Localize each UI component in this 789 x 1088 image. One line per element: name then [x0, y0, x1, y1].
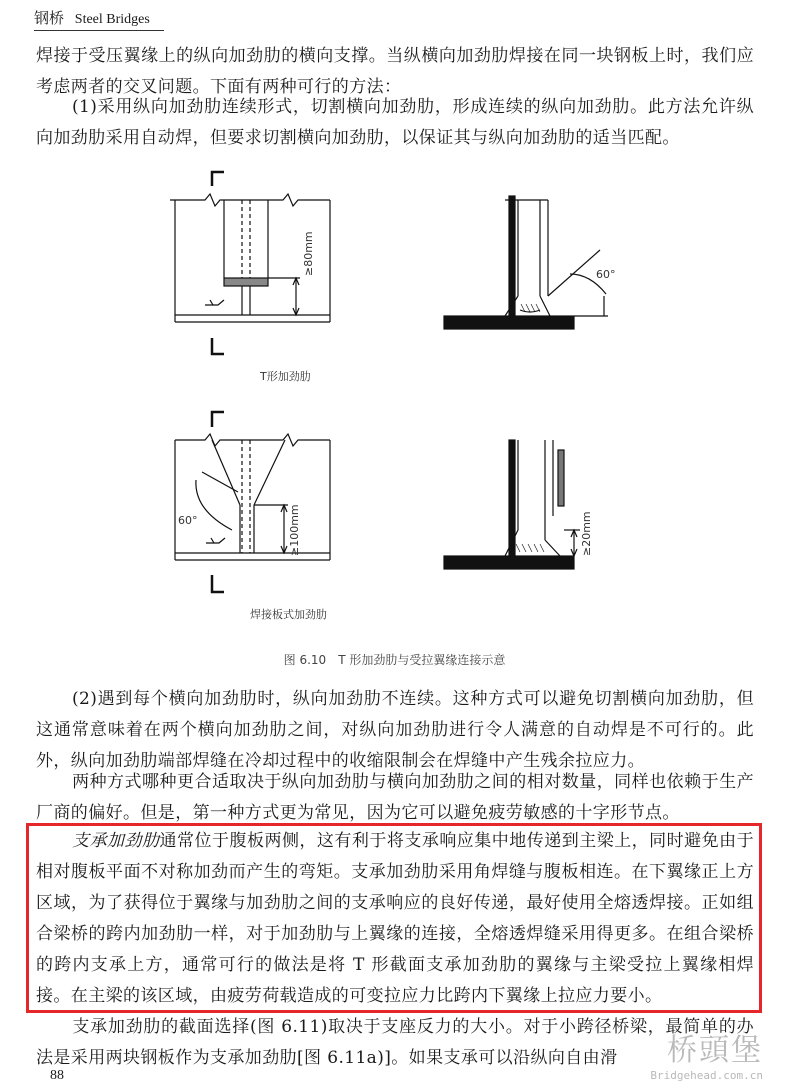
- dimension-a: ≥80mm: [302, 231, 315, 276]
- watermark: [650, 1033, 763, 1082]
- dimension-c: ≥20mm: [580, 511, 593, 556]
- watermark-url: Bridgehead.com.cn: [650, 1069, 763, 1082]
- header-chapter: 钢桥: [34, 9, 65, 27]
- highlight-paragraph: 支承加劲肋通常位于腹板两侧，这有利于将支承响应集中地传递到主梁上，同时避免由于相对腹板平面不对称加劲而产生的弯矩。支承加劲肋采用角焊缝与腹板相连。在下翼缘正上方区域，为了获得位于翼缘与加劲肋之间的支承响应的良好传递，最好使用全熔透焊接。正如组合梁桥的跨内加劲肋一样，对于加劲肋与上翼缘的连接，全熔透焊缝采用得更多。在组合梁桥的跨内支承上方，通常可行的做法是将 T 形截面支承加劲肋的翼缘与主梁受拉上翼缘相焊接。在主梁的该区域，由疲劳荷载造成的可变拉应力比跨内下翼缘上拉应力要小。: [36, 831, 754, 1006]
- figure-caption-a: T形加劲肋: [260, 370, 311, 383]
- paragraph-2: (1)采用纵向加劲肋连续形式，切割横向加劲肋，形成连续的纵向加劲肋。此方法允许纵向加劲肋采用自动焊，但要求切割横向加劲肋，以保证其与纵向加劲肋的适当匹配。: [36, 97, 754, 148]
- figure-caption-b: 焊接板式加劲肋: [250, 608, 327, 621]
- dimension-b: ≥100mm: [288, 504, 301, 556]
- angle-label-b: 60°: [178, 514, 198, 527]
- paragraph-last: 支承加劲肋的截面选择(图 6.11)取决于支座反力的大小。对于小跨径桥梁，最简单的办法是采用两块钢板作为支承加劲肋[图 6.11a)]。如果支承可以沿纵向自由滑: [36, 1017, 754, 1068]
- running-header: [34, 6, 164, 31]
- header-subtitle: Steel Bridges: [74, 12, 150, 27]
- paragraph-3: (2)遇到每个横向加劲肋时，纵向加劲肋不连续。这种方式可以避免切割横向加劲肋，但这通常意味着在两个横向加劲肋之间，对纵向加劲肋进行令人满意的自动焊是不可行的。此外，纵向加劲肋端部焊缝在冷却过程中的收缩限制会在焊缝中产生残余拉应力。: [36, 689, 754, 771]
- angle-label-a: 60°: [596, 268, 616, 281]
- paragraph-1: 焊接于受压翼缘上的纵向加劲肋的横向支撑。当纵横向加劲肋焊接在同一块钢板上时，我们应考虑两者的交叉问题。下面有两种可行的方法：: [36, 46, 754, 97]
- italic-term: 支承加劲肋: [72, 831, 160, 851]
- watermark-logo: 桥頭堡: [667, 1033, 763, 1068]
- figure-caption: 图 6.10 T 形加劲肋与受拉翼缘连接示意: [283, 653, 506, 667]
- page-number: 88: [50, 1068, 64, 1083]
- figure-6-10: [0, 155, 789, 675]
- paragraph-4: 两种方式哪种更合适取决于纵向加劲肋与横向加劲肋之间的相对数量，同样也依赖于生产厂商的偏好。但是，第一种方式更为常见，因为它可以避免疲劳敏感的十字形节点。: [36, 772, 754, 823]
